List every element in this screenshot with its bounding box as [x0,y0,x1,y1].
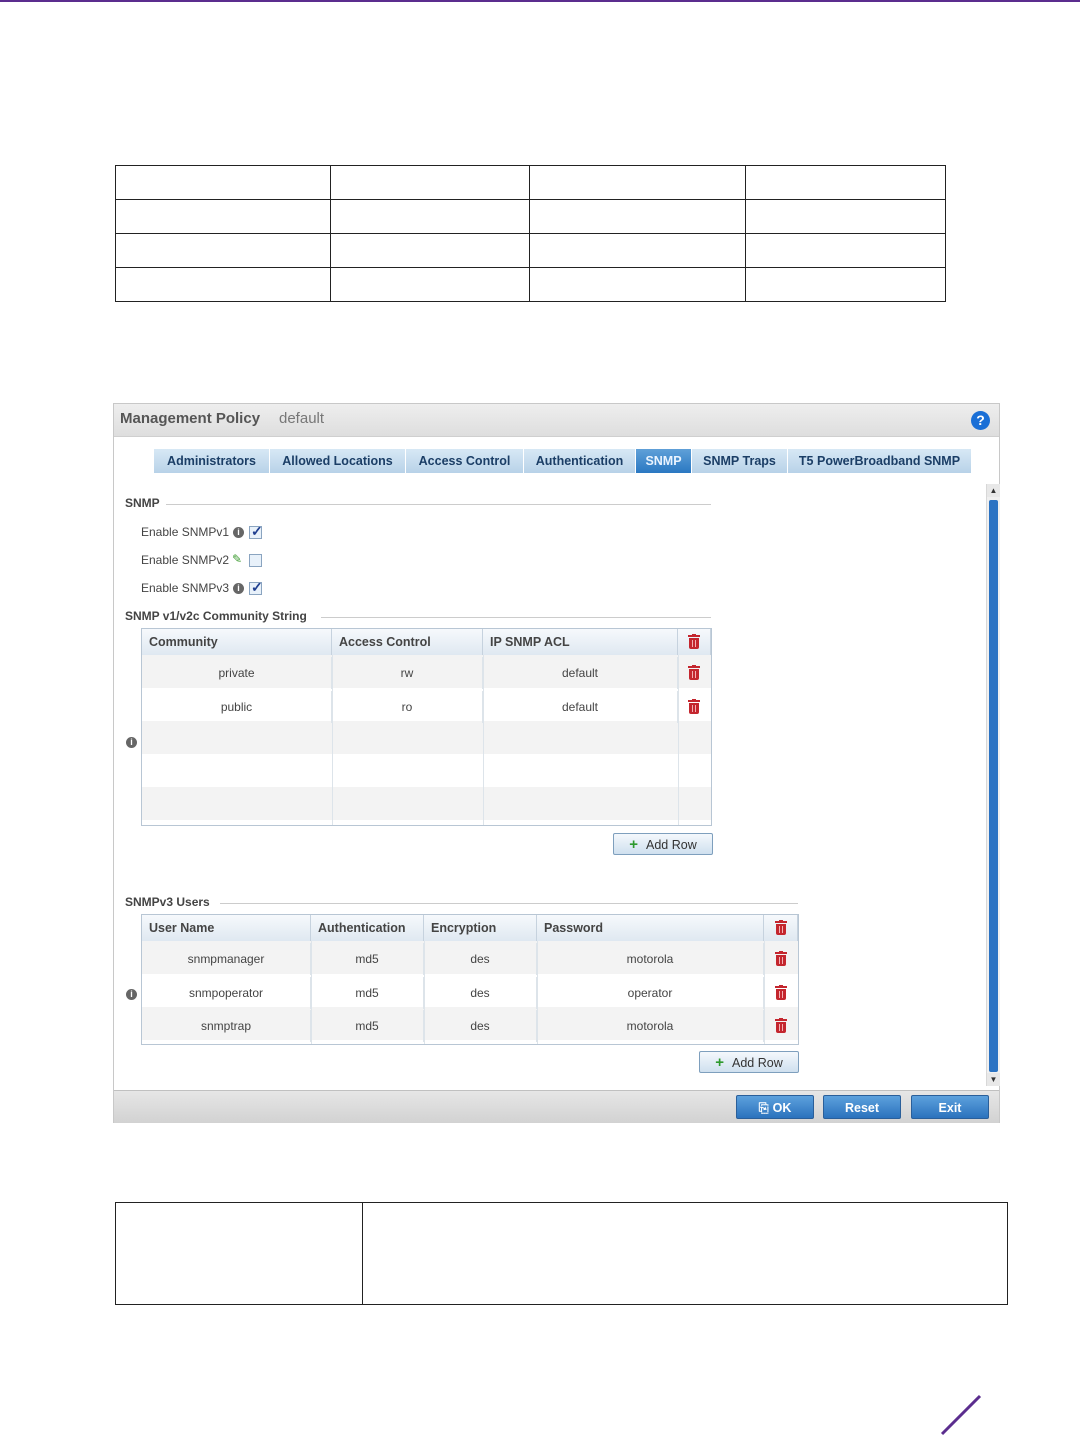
column-divider [764,941,765,1044]
section-divider [321,617,711,618]
pencil-icon: ✎ [232,552,243,566]
vertical-scrollbar[interactable] [986,484,1000,1086]
add-community-row-button[interactable] [613,833,713,855]
tab-snmp-traps[interactable]: SNMP Traps [692,449,788,473]
delete-row-icon[interactable] [774,951,788,967]
ip-snmp-acl-cell[interactable]: default [483,691,678,723]
info-icon: i [233,583,244,594]
tab-allowed-locations[interactable]: Allowed Locations [270,449,406,473]
column-header-encryption[interactable]: Encryption [424,915,537,941]
tab-authentication[interactable]: Authentication [524,449,636,473]
column-header-access-control[interactable]: Access Control [332,629,483,655]
ip-snmp-acl-cell[interactable]: default [483,657,678,689]
password-cell[interactable]: motorola [537,943,764,975]
delete-row-icon[interactable] [687,665,701,681]
delete-row-icon[interactable] [774,1018,788,1034]
dialog-subtitle: default [279,410,325,427]
encryption-cell[interactable]: des [424,977,537,1009]
info-icon: i [126,737,137,748]
scroll-down-icon[interactable]: ▼ [987,1073,1000,1086]
add-row-label: Add Row [732,1056,783,1070]
dialog-footer [114,1090,999,1123]
delete-all-header [764,915,798,941]
section-divider [166,504,711,505]
column-divider [678,655,679,825]
tab-administrators[interactable]: Administrators [154,449,270,473]
column-header-community[interactable]: Community [142,629,332,655]
delete-row-icon[interactable] [774,985,788,1001]
tab-bar [154,449,972,473]
checkmark-icon: ✓ [251,523,263,539]
password-cell[interactable]: operator [537,977,764,1009]
page-top-rule [0,0,1080,2]
authentication-cell[interactable]: md5 [311,943,424,975]
snmp-section-title: SNMP [125,496,160,510]
management-policy-dialog [113,403,1000,1123]
user-name-cell[interactable]: snmptrap [142,1010,311,1042]
checkmark-icon: ✓ [251,579,263,595]
info-icon: i [126,989,137,1000]
section-divider [220,903,798,904]
access-control-cell[interactable]: rw [332,657,483,689]
enable-snmpv3-checkbox[interactable] [249,579,263,595]
ok-icon: ⎘ [758,1101,769,1115]
community-cell[interactable]: private [142,657,332,689]
column-header-ip-snmp-acl[interactable]: IP SNMP ACL [483,629,678,655]
ok-label: OK [772,1101,792,1115]
scroll-thumb[interactable] [989,500,998,1072]
ok-button[interactable] [736,1095,814,1119]
add-row-label: Add Row [646,838,697,852]
plus-icon: + [629,836,639,853]
table-row [142,787,711,820]
delete-row-icon[interactable] [687,699,701,715]
trash-icon[interactable] [774,920,788,936]
tab-snmp[interactable]: SNMP [636,449,692,473]
enable-snmpv1-checkbox[interactable] [249,523,263,539]
info-icon: i [233,527,244,538]
trash-icon[interactable] [687,634,701,650]
snmpv3-users-table [141,914,799,1045]
column-header-user-name[interactable]: User Name [142,915,311,941]
community-cell[interactable]: public [142,691,332,723]
enable-snmpv2-checkbox[interactable] [249,554,262,567]
encryption-cell[interactable]: des [424,1010,537,1042]
brand-slash-mark [938,1392,984,1436]
access-control-cell[interactable]: ro [332,691,483,723]
password-cell[interactable]: motorola [537,1010,764,1042]
users-section-title: SNMPv3 Users [125,895,210,909]
dialog-title: Management Policy [120,410,261,427]
authentication-cell[interactable]: md5 [311,977,424,1009]
column-header-password[interactable]: Password [537,915,764,941]
enable-snmpv3-label: Enable SNMPv3 [141,581,230,595]
enable-snmpv2-label: Enable SNMPv2 [141,553,230,567]
tab-access-control[interactable]: Access Control [406,449,524,473]
parameter-table [115,165,946,302]
delete-all-header [678,629,711,655]
column-header-authentication[interactable]: Authentication [311,915,424,941]
plus-icon: + [715,1054,725,1071]
reset-button[interactable]: Reset [823,1095,901,1119]
help-icon[interactable]: ? [971,411,990,430]
community-table [141,628,712,826]
dialog-titlebar [114,404,999,437]
encryption-cell[interactable]: des [424,943,537,975]
community-section-title: SNMP v1/v2c Community String [125,609,307,623]
add-user-row-button[interactable] [699,1051,799,1073]
tab-t5-powerbroadband-snmp[interactable]: T5 PowerBroadband SNMP [788,449,972,473]
enable-snmpv1-label: Enable SNMPv1 [141,525,230,539]
description-table [115,1202,1008,1305]
user-name-cell[interactable]: snmpoperator [142,977,311,1009]
exit-button[interactable]: Exit [911,1095,989,1119]
table-row [142,721,711,754]
authentication-cell[interactable]: md5 [311,1010,424,1042]
user-name-cell[interactable]: snmpmanager [142,943,311,975]
scroll-up-icon[interactable]: ▲ [987,484,1000,497]
